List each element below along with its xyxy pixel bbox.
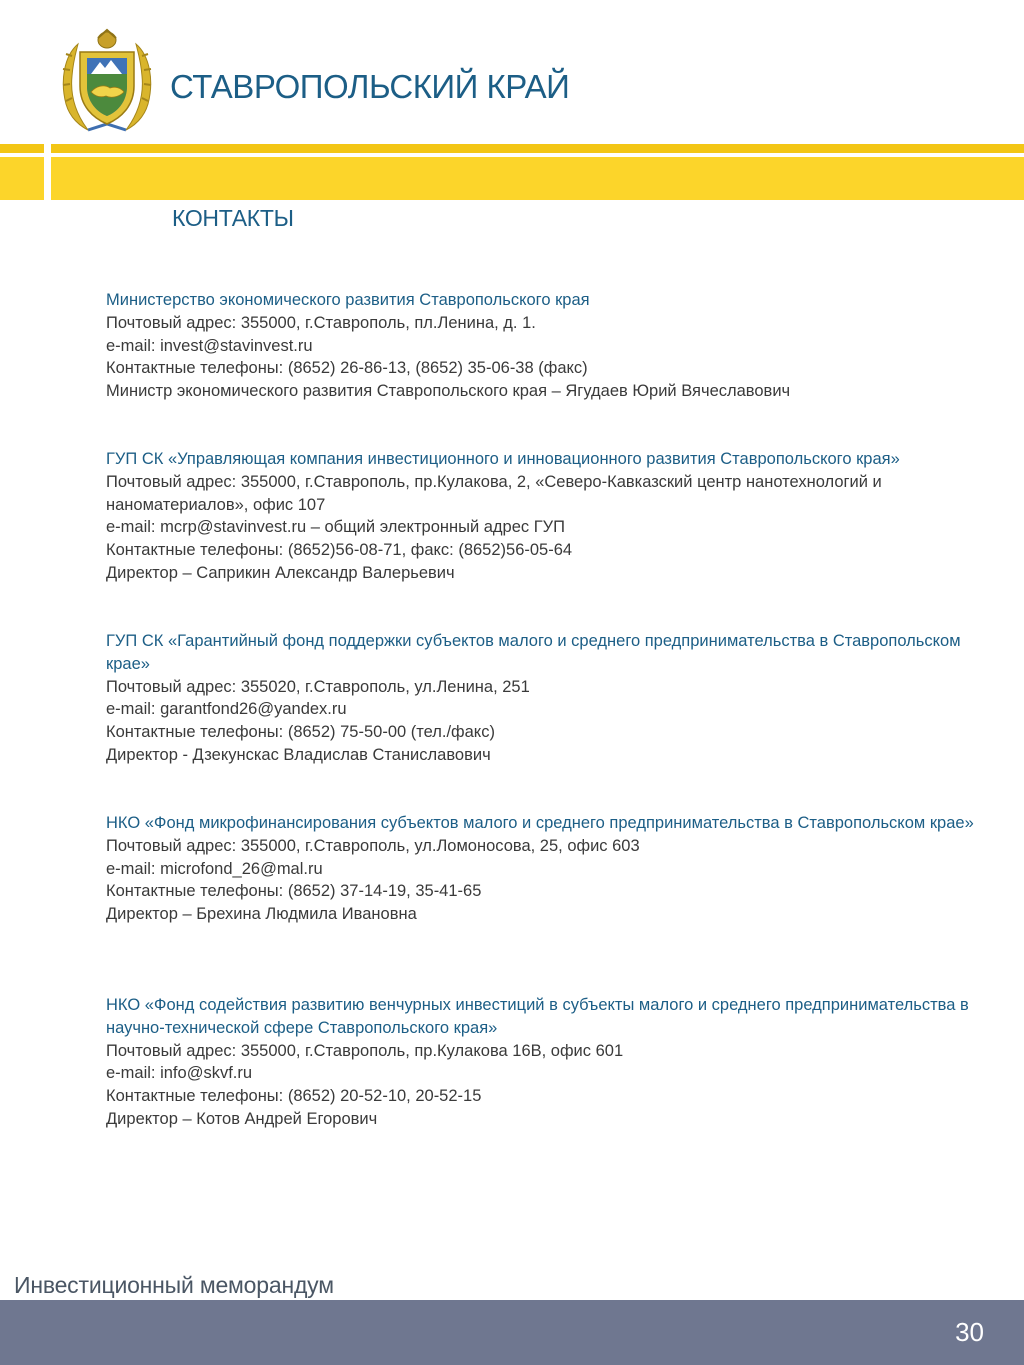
head-person: Директор – Котов Андрей Егорович: [106, 1109, 378, 1128]
head-person: Министр экономического развития Ставропольского края – Ягудаев Юрий Вячеславович: [106, 382, 791, 401]
postal-address: Почтовый адрес: 355000, г.Ставрополь, пр.Кулакова, 2, «Северо-Кавказский центр нанотехнологий и наноматериалов», офис 107: [106, 472, 882, 514]
footer-bar: [0, 1300, 1024, 1365]
email-line: e-mail: mcrp@stavinvest.ru – общий электронный адрес ГУП: [106, 518, 566, 537]
contact-block-ministry: [106, 289, 976, 403]
email-line: e-mail: microfond_26@mal.ru: [106, 859, 323, 878]
page-number: 30: [955, 1317, 984, 1347]
postal-address: Почтовый адрес: 355020, г.Ставрополь, ул.Ленина, 251: [106, 677, 530, 696]
phone-line: Контактные телефоны: (8652) 20-52-10, 20-52-15: [106, 1087, 482, 1106]
header-band: [0, 144, 1024, 200]
coat-of-arms-icon: [58, 26, 156, 136]
footer-title: Инвестиционный меморандум: [14, 1272, 334, 1298]
region-title: СТАВРОПОЛЬСКИЙ КРАЙ: [170, 68, 570, 105]
email-line: e-mail: invest@stavinvest.ru: [106, 336, 313, 355]
phone-line: Контактные телефоны: (8652) 75-50-00 (тел./факс): [106, 723, 495, 742]
organization-name: ГУП СК «Управляющая компания инвестиционного и инновационного развития Ставропольского края»: [106, 450, 900, 468]
postal-address: Почтовый адрес: 355000, г.Ставрополь, пл.Ленина, д. 1.: [106, 313, 536, 332]
contact-block-guarantee-fund: [106, 630, 976, 767]
phone-line: Контактные телефоны: (8652) 26-86-13, (8652) 35-06-38 (факс): [106, 359, 588, 378]
organization-name: НКО «Фонд микрофинансирования субъектов малого и среднего предпринимательства в Ставропольском крае»: [106, 814, 974, 832]
postal-address: Почтовый адрес: 355000, г.Ставрополь, пр.Кулакова 16В, офис 601: [106, 1041, 624, 1060]
postal-address: Почтовый адрес: 355000, г.Ставрополь, ул.Ломоносова, 25, офис 603: [106, 836, 640, 855]
organization-name: ГУП СК «Гарантийный фонд поддержки субъектов малого и среднего предпринимательства в Ставропольском крае»: [106, 632, 961, 673]
head-person: Директор – Саприкин Александр Валерьевич: [106, 563, 455, 582]
phone-line: Контактные телефоны: (8652)56-08-71, факс: (8652)56-05-64: [106, 541, 573, 560]
contact-block-management-company: [106, 448, 976, 585]
head-person: Директор - Дзекунскас Владислав Станиславович: [106, 745, 491, 764]
organization-name: НКО «Фонд содействия развитию венчурных инвестиций в субъекты малого и среднего предпринимательства в научно-технической сфере Ставропольского края»: [106, 996, 969, 1037]
email-line: e-mail: info@skvf.ru: [106, 1064, 253, 1083]
head-person: Директор – Брехина Людмила Ивановна: [106, 905, 417, 924]
contact-block-venture-fund: [106, 994, 976, 1131]
section-title: КОНТАКТЫ: [172, 205, 294, 231]
email-line: e-mail: garantfond26@yandex.ru: [106, 700, 347, 719]
organization-name: Министерство экономического развития Ставропольского края: [106, 291, 590, 309]
phone-line: Контактные телефоны: (8652) 37-14-19, 35-41-65: [106, 882, 482, 901]
contact-block-microfinance-fund: [106, 812, 976, 926]
